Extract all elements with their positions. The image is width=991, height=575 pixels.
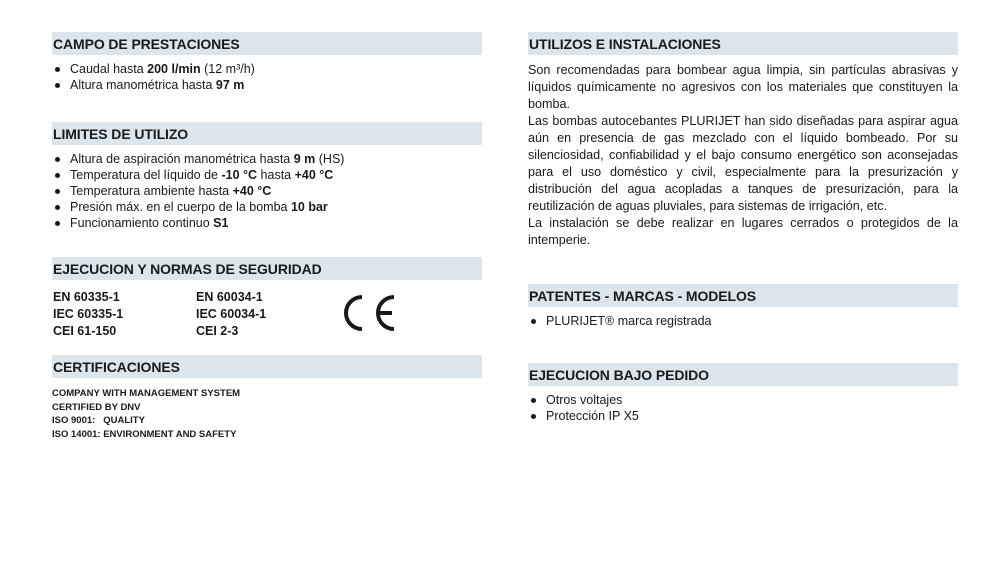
- bullet-list: [528, 313, 958, 329]
- norms-column-1: [53, 289, 123, 340]
- list-item: Temperatura del líquido de -10 °C hasta +40 °C: [52, 167, 482, 183]
- section-title: EJECUCION BAJO PEDIDO: [528, 363, 958, 386]
- section-title: UTILIZOS E INSTALACIONES: [528, 32, 958, 55]
- section-limites-utilizo: [52, 122, 482, 231]
- cert-line: COMPANY WITH MANAGEMENT SYSTEM: [52, 388, 241, 399]
- list-item: Protección IP X5: [528, 408, 958, 424]
- list-item: Altura de aspiración manométrica hasta 9 m (HS): [52, 151, 482, 167]
- description-text: [528, 62, 958, 249]
- list-item: Presión máx. en el cuerpo de la bomba 10 bar: [52, 199, 482, 215]
- paragraph: La instalación se debe realizar en lugares cerrados o protegidos de la intemperie.: [528, 216, 958, 247]
- left-column: [52, 32, 482, 441]
- section-title: CERTIFICACIONES: [52, 355, 482, 378]
- section-utilizos-instalaciones: [528, 32, 958, 249]
- norm-code: IEC 60335-1: [53, 307, 124, 321]
- bullet-list: [528, 392, 958, 424]
- norm-code: CEI 61-150: [53, 324, 117, 338]
- list-item: Caudal hasta 200 l/min (12 m³/h): [52, 61, 482, 77]
- norm-code: EN 60034-1: [196, 290, 263, 304]
- cert-line: ISO 9001: QUALITY: [52, 415, 145, 426]
- section-title: PATENTES - MARCAS - MODELOS: [528, 284, 958, 307]
- section-campo-prestaciones: [52, 32, 482, 93]
- norm-code: IEC 60034-1: [196, 307, 267, 321]
- list-item: Funcionamiento continuo S1: [52, 215, 482, 231]
- norms-block: [52, 289, 482, 341]
- paragraph: Las bombas autocebantes PLURIJET han sido diseñadas para aspirar agua aún en presencia de gas mezclado con el líquido bombeado. Por su silenciosidad, confiabilidad y el bajo consumo energético son aconsejadas para el uso doméstico y civil, especialmente para la presurización y distribución del agua acopladas a tanques de presurización, para la reutilización de aguas pluviales, para sistemas de irrigación, etc.: [528, 114, 958, 213]
- list-item: Temperatura ambiente hasta +40 °C: [52, 183, 482, 199]
- ce-mark-icon: [338, 293, 400, 338]
- list-item: Otros voltajes: [528, 392, 958, 408]
- section-patentes: [528, 284, 958, 329]
- bullet-list: [52, 151, 482, 231]
- section-ejecucion-normas: [52, 257, 482, 341]
- norm-code: EN 60335-1: [53, 290, 120, 304]
- section-title: EJECUCION Y NORMAS DE SEGURIDAD: [52, 257, 482, 280]
- section-title: CAMPO DE PRESTACIONES: [52, 32, 482, 55]
- paragraph: Son recomendadas para bombear agua limpia, sin partículas abrasivas y líquidos químicamente no agresivos con los materiales que constituyen la bomba.: [528, 63, 958, 111]
- certification-text: [52, 387, 482, 441]
- list-item: Altura manométrica hasta 97 m: [52, 77, 482, 93]
- section-ejecucion-bajo-pedido: [528, 363, 958, 424]
- section-title: LIMITES DE UTILIZO: [52, 122, 482, 145]
- cert-line: ISO 14001: ENVIRONMENT AND SAFETY: [52, 428, 237, 440]
- norm-code: CEI 2-3: [196, 324, 239, 338]
- bullet-list: [52, 61, 482, 93]
- norms-column-2: [196, 289, 266, 340]
- section-certificaciones: [52, 355, 482, 441]
- list-item: PLURIJET® marca registrada: [528, 313, 958, 329]
- right-column: [528, 32, 958, 424]
- cert-line: CERTIFIED BY DNV: [52, 401, 141, 413]
